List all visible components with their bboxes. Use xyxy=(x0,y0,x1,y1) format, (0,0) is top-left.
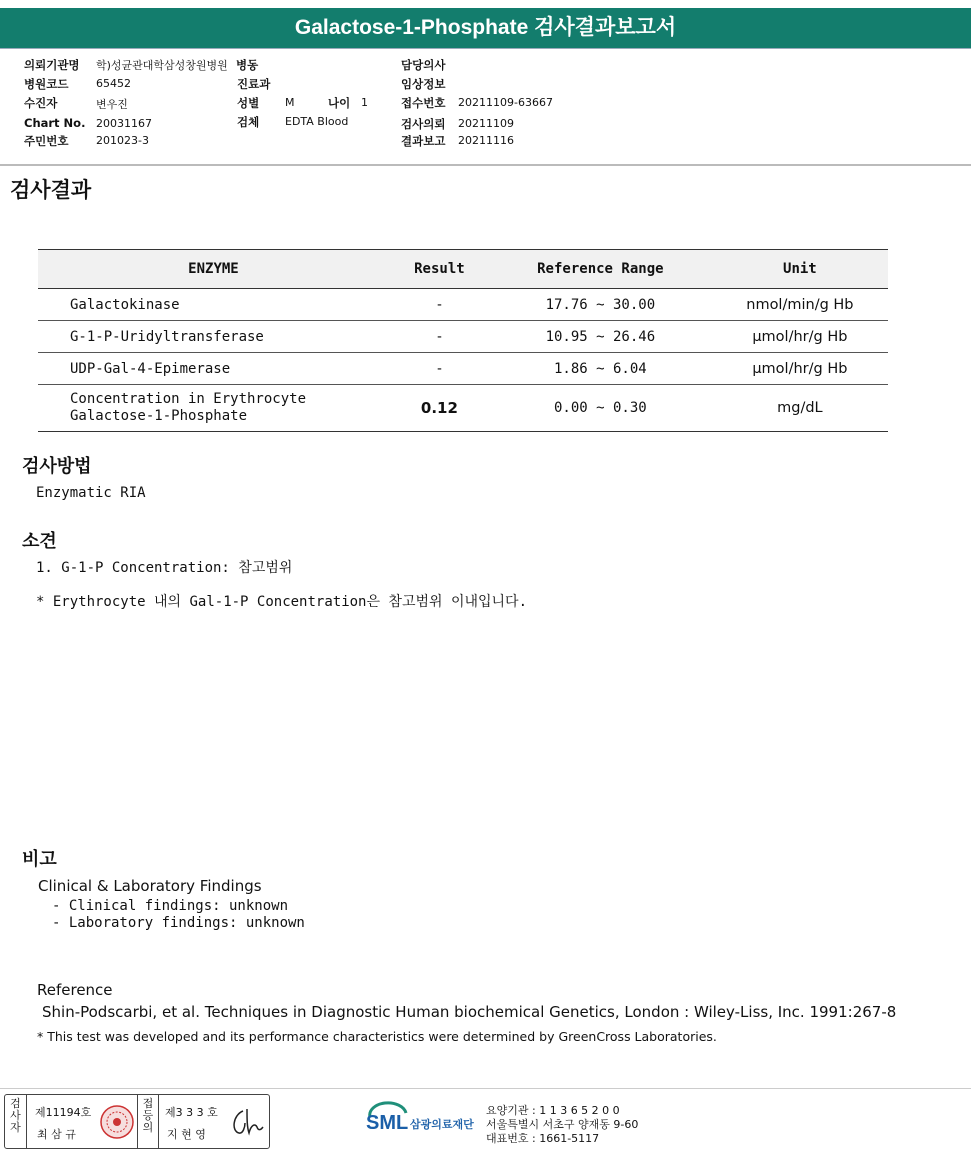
examiner-name: 최 삼 규 xyxy=(37,1128,76,1141)
enzyme-cell xyxy=(38,385,390,432)
opinion-line-1: 1. G-1-P Concentration: 참고범위 xyxy=(36,560,293,576)
result-cell: 0.12 xyxy=(390,385,489,432)
enzyme-line-1: Concentration in Erythrocyte xyxy=(70,391,307,407)
header-enzyme: ENZYME xyxy=(38,250,390,289)
findings-title: Clinical & Laboratory Findings xyxy=(38,877,262,895)
age-label: 나이 xyxy=(328,96,351,110)
request-date-label: 검사의뢰 xyxy=(401,117,446,131)
age-value: 1 xyxy=(361,96,368,109)
footer-divider xyxy=(0,1088,971,1089)
confirmer-label: 접등의 xyxy=(142,1097,154,1134)
hospital-code-value: 65452 xyxy=(96,77,131,90)
table-row xyxy=(38,353,888,385)
chart-no-value: 20031167 xyxy=(96,117,152,130)
official-seal-icon xyxy=(99,1104,135,1140)
range-cell: 17.76 ~ 30.00 xyxy=(489,289,712,321)
hospital-code-label: 병원코드 xyxy=(24,77,69,91)
ward-label: 병동 xyxy=(236,58,259,72)
resident-no-label: 주민번호 xyxy=(24,134,69,148)
range-cell: 0.00 ~ 0.30 xyxy=(489,385,712,432)
table-row xyxy=(38,321,888,353)
org-phone: 대표번호 : 1661-5117 xyxy=(486,1132,600,1145)
clinical-findings: - Clinical findings: unknown xyxy=(52,898,289,914)
header-reference-range: Reference Range xyxy=(489,250,712,289)
reference-text: Shin-Podscarbi, et al. Techniques in Diagnostic Human biochemical Genetics, London : Wiley-Liss, Inc. 1991:267-8 xyxy=(42,1003,897,1021)
enzyme-cell: UDP-Gal-4-Epimerase xyxy=(38,353,390,385)
test-note: * This test was developed and its performance characteristics were determined by GreenCross Laboratories. xyxy=(37,1029,717,1044)
method-heading: 검사방법 xyxy=(22,456,92,477)
org-address: 서울특별시 서초구 양재동 9-60 xyxy=(486,1118,639,1131)
signature-icon xyxy=(229,1105,265,1139)
receipt-no-label: 접수번호 xyxy=(401,96,446,110)
title-divider xyxy=(0,48,971,49)
result-cell: - xyxy=(390,353,489,385)
sml-logo-text: SML xyxy=(366,1112,409,1134)
table-row xyxy=(38,385,888,432)
dept-label: 진료과 xyxy=(237,77,271,91)
institution-code: 요양기관 : 1 1 3 6 5 2 0 0 xyxy=(486,1104,620,1117)
result-cell: - xyxy=(390,321,489,353)
unit-cell: nmol/min/g Hb xyxy=(712,289,888,321)
confirmer-label-cell xyxy=(137,1095,159,1148)
patient-label: 수진자 xyxy=(24,96,58,110)
enzyme-cell: Galactokinase xyxy=(38,289,390,321)
unit-cell: μmol/hr/g Hb xyxy=(712,353,888,385)
result-cell: - xyxy=(390,289,489,321)
chart-no-label: Chart No. xyxy=(24,116,86,130)
remarks-heading: 비고 xyxy=(22,849,57,870)
table-header-row xyxy=(38,250,888,289)
header-unit: Unit xyxy=(712,250,888,289)
examiner-label: 검사자 xyxy=(10,1097,21,1134)
enzyme-cell: G-1-P-Uridyltransferase xyxy=(38,321,390,353)
unit-cell: μmol/hr/g Hb xyxy=(712,321,888,353)
range-cell: 10.95 ~ 26.46 xyxy=(489,321,712,353)
sex-value: M xyxy=(285,96,295,109)
confirmer-name: 지 현 영 xyxy=(167,1128,206,1141)
range-cell: 1.86 ~ 6.04 xyxy=(489,353,712,385)
resident-no-value: 201023-3 xyxy=(96,134,149,147)
doctor-label: 담당의사 xyxy=(401,58,446,72)
results-table xyxy=(38,249,888,432)
signature-box xyxy=(4,1094,270,1149)
opinion-line-2: * Erythrocyte 내의 Gal-1-P Concentration은 참고범위 이내입니다. xyxy=(36,594,528,610)
examiner-number: 제11194호 xyxy=(35,1106,92,1119)
confirmer-number: 제3 3 3 호 xyxy=(165,1106,218,1119)
sex-label: 성별 xyxy=(237,96,260,110)
examiner-label-cell xyxy=(5,1095,27,1148)
opinion-heading: 소견 xyxy=(22,531,57,552)
laboratory-findings: - Laboratory findings: unknown xyxy=(52,915,305,931)
unit-cell: mg/dL xyxy=(712,385,888,432)
request-date-value: 20211109 xyxy=(458,117,514,130)
table-row xyxy=(38,289,888,321)
specimen-value: EDTA Blood xyxy=(285,115,349,128)
info-divider xyxy=(0,164,971,166)
institution-label: 의뢰기관명 xyxy=(24,58,80,72)
clinical-info-label: 임상정보 xyxy=(401,77,446,91)
patient-value: 변우진 xyxy=(96,98,128,111)
header-result: Result xyxy=(390,250,489,289)
institution-value: 학)성균관대학삼성창원병원 xyxy=(96,59,228,72)
report-title: Galactose-1-Phosphate 검사결과보고서 xyxy=(0,8,971,48)
results-heading: 검사결과 xyxy=(10,178,92,202)
reference-title: Reference xyxy=(37,981,113,999)
org-name: 삼광의료재단 xyxy=(410,1118,474,1131)
specimen-label: 검체 xyxy=(237,115,260,129)
receipt-no-value: 20211109-63667 xyxy=(458,96,553,109)
report-date-label: 결과보고 xyxy=(401,134,446,148)
report-date-value: 20211116 xyxy=(458,134,514,147)
method-text: Enzymatic RIA xyxy=(36,485,146,501)
enzyme-line-2: Galactose-1-Phosphate xyxy=(70,408,248,424)
